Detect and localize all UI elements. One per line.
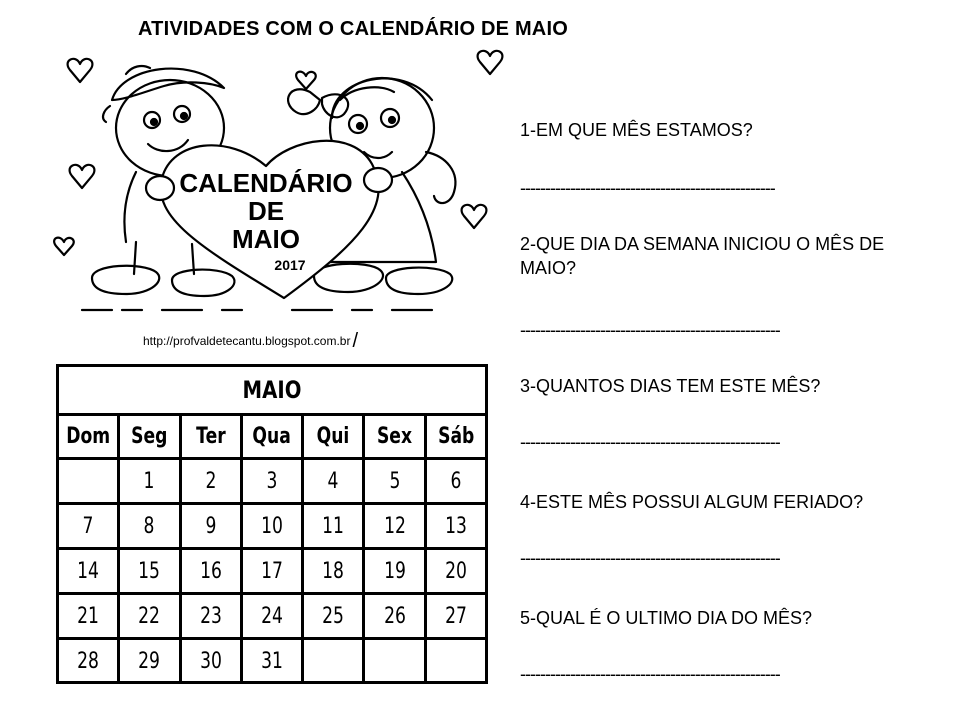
page-title: ATIVIDADES COM O CALENDÁRIO DE MAIO [138, 18, 568, 40]
calendar-day-cell [59, 457, 117, 502]
question-2: 2-QUE DIA DA SEMANA INICIOU O MÊS DE MAIO? [520, 234, 885, 278]
calendar-day-cell: 16 [179, 547, 240, 592]
source-url-text: http://profvaldetecantu.blogspot.com.br [143, 334, 351, 348]
calendar-day-cell: 31 [240, 637, 301, 682]
weekday-header: Ter [179, 413, 240, 457]
small-heart-icon [68, 59, 93, 82]
question-1: 1-EM QUE MÊS ESTAMOS? [520, 120, 753, 140]
answer-line-2[interactable]: ---------------------------------------------------- [520, 320, 780, 340]
illustration-year: 2017 [274, 257, 306, 273]
calendar-day-cell: 11 [301, 502, 362, 547]
small-heart-icon [70, 165, 95, 188]
weekday-header: Qui [301, 413, 362, 457]
calendar-day-cell: 17 [240, 547, 301, 592]
may-calendar [56, 364, 488, 684]
small-heart-icon [54, 238, 74, 255]
calendar-day-cell: 30 [179, 637, 240, 682]
calendar-day-cell: 23 [179, 592, 240, 637]
calendar-day-cell: 12 [362, 502, 423, 547]
calendar-day-cell: 2 [179, 457, 240, 502]
calendar-week-row [59, 592, 485, 637]
calendar-day-cell: 4 [301, 457, 362, 502]
calendar-week-row [59, 637, 485, 682]
calendar-day-cell: 21 [59, 592, 117, 637]
source-url-slash: / [352, 330, 359, 352]
answer-line-1[interactable]: --------------------------------------------------- [520, 178, 775, 198]
calendar-day-cell: 8 [117, 502, 178, 547]
question-5: 5-QUAL É O ULTIMO DIA DO MÊS? [520, 608, 813, 628]
calendar-day-cell: 20 [424, 547, 485, 592]
calendar-day-cell: 29 [117, 637, 178, 682]
illustration-text: CALENDÁRIO [179, 168, 353, 198]
illustration-text: DE [247, 196, 285, 226]
answer-line-4[interactable]: ---------------------------------------------------- [520, 548, 780, 568]
calendar-day-cell: 10 [240, 502, 301, 547]
calendar-week-row [59, 547, 485, 592]
small-heart-icon [478, 51, 503, 74]
weekday-header-row [59, 413, 485, 457]
calendar-day-cell: 22 [117, 592, 178, 637]
calendar-day-cell: 25 [301, 592, 362, 637]
calendar-day-cell: 13 [424, 502, 485, 547]
small-heart-icon [296, 72, 316, 89]
illustration-text: MAIO [232, 224, 300, 254]
calendar-day-cell [301, 637, 362, 682]
weekday-header: Seg [117, 413, 178, 457]
answer-line-5[interactable]: ---------------------------------------------------- [520, 664, 780, 684]
calendar-day-cell: 18 [301, 547, 362, 592]
calendar-day-cell: 14 [59, 547, 117, 592]
calendar-day-cell: 1 [117, 457, 178, 502]
weekday-header: Qua [240, 413, 301, 457]
source-url [143, 330, 358, 353]
calendar-day-cell: 26 [362, 592, 423, 637]
small-heart-icon [462, 205, 487, 228]
calendar-month: MAIO [242, 376, 302, 404]
calendar-grid [59, 413, 485, 682]
calendar-day-cell: 3 [240, 457, 301, 502]
calendar-day-cell: 7 [59, 502, 117, 547]
calendar-day-cell [424, 637, 485, 682]
weekday-header: Sáb [424, 413, 485, 457]
calendar-week-row [59, 502, 485, 547]
calendar-day-cell: 6 [424, 457, 485, 502]
calendar-day-cell: 15 [117, 547, 178, 592]
weekday-header: Dom [59, 413, 117, 457]
calendar-day-cell: 24 [240, 592, 301, 637]
question-3: 3-QUANTOS DIAS TEM ESTE MÊS? [520, 376, 821, 396]
calendar-day-cell [362, 637, 423, 682]
weekday-header: Sex [362, 413, 423, 457]
answer-line-3[interactable]: ---------------------------------------------------- [520, 432, 780, 452]
calendar-day-cell: 5 [362, 457, 423, 502]
calendar-day-cell: 19 [362, 547, 423, 592]
question-4: 4-ESTE MÊS POSSUI ALGUM FERIADO? [520, 492, 864, 512]
kids-heart-illustration [52, 48, 508, 316]
calendar-day-cell: 9 [179, 502, 240, 547]
calendar-day-cell: 28 [59, 637, 117, 682]
calendar-day-cell: 27 [424, 592, 485, 637]
calendar-week-row [59, 457, 485, 502]
